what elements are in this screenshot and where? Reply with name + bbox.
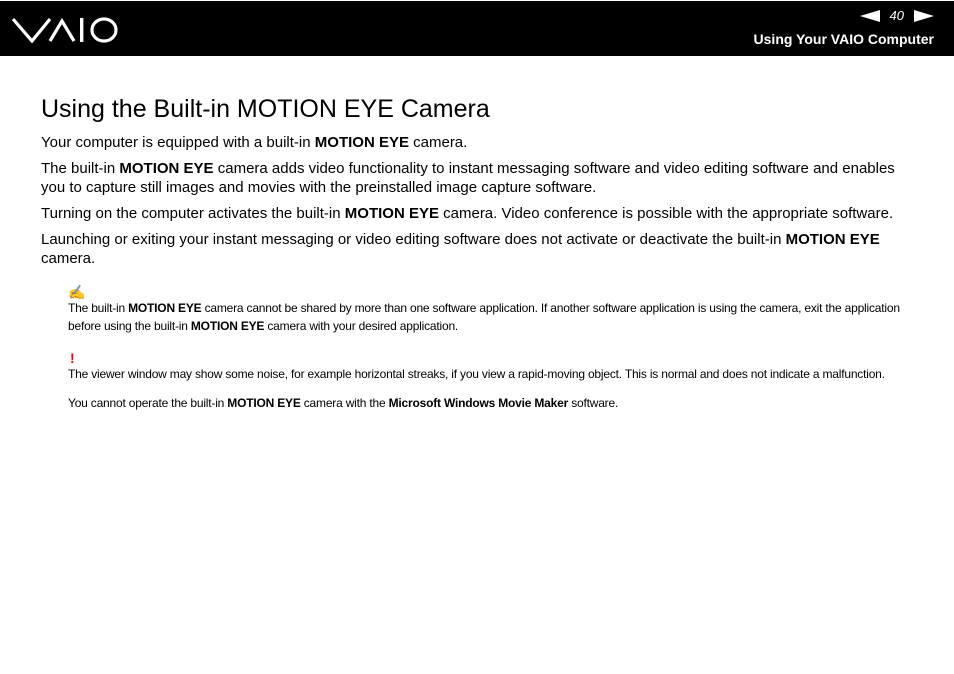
warning-text: You cannot operate the built-in MOTION EYE camera with the Microsoft Windows Movie Maker software. — [68, 396, 619, 410]
paragraph: Your computer is equipped with a built-in MOTION EYE camera. — [41, 134, 468, 151]
pencil-note-icon: ✍ — [68, 284, 86, 300]
main-content — [41, 94, 916, 412]
notes-section — [68, 285, 916, 412]
page-title: Using the Built-in MOTION EYE Camera — [41, 95, 490, 123]
paragraph: Turning on the computer activates the built-in MOTION EYE camera. Video conference is possible with the appropriate software. — [41, 205, 894, 222]
vaio-logo — [12, 16, 120, 44]
warning-text: The viewer window may show some noise, for example horizontal streaks, if you view a rapid-moving object. This is normal and does not indicate a malfunction. — [68, 367, 885, 381]
page-header — [0, 0, 954, 56]
paragraph: The built-in MOTION EYE camera adds video functionality to instant messaging software and video editing software and enables you to capture still images and movies with the preinstalled image capture software. — [41, 160, 895, 196]
page-navigation — [860, 8, 934, 24]
page-number: 40 — [889, 8, 904, 23]
previous-page-icon[interactable] — [860, 10, 880, 22]
section-title: Using Your VAIO Computer — [753, 31, 934, 47]
note-text: The built-in MOTION EYE camera cannot be shared by more than one software application. If another software application is using the camera, exit the application before using the built-in MOTION EYE camera with your desired application. — [68, 301, 900, 333]
paragraph: Launching or exiting your instant messaging or video editing software does not activate or deactivate the built-in MOTION EYE camera. — [41, 231, 880, 267]
exclamation-icon: ! — [70, 350, 75, 366]
next-page-icon[interactable] — [914, 10, 934, 22]
